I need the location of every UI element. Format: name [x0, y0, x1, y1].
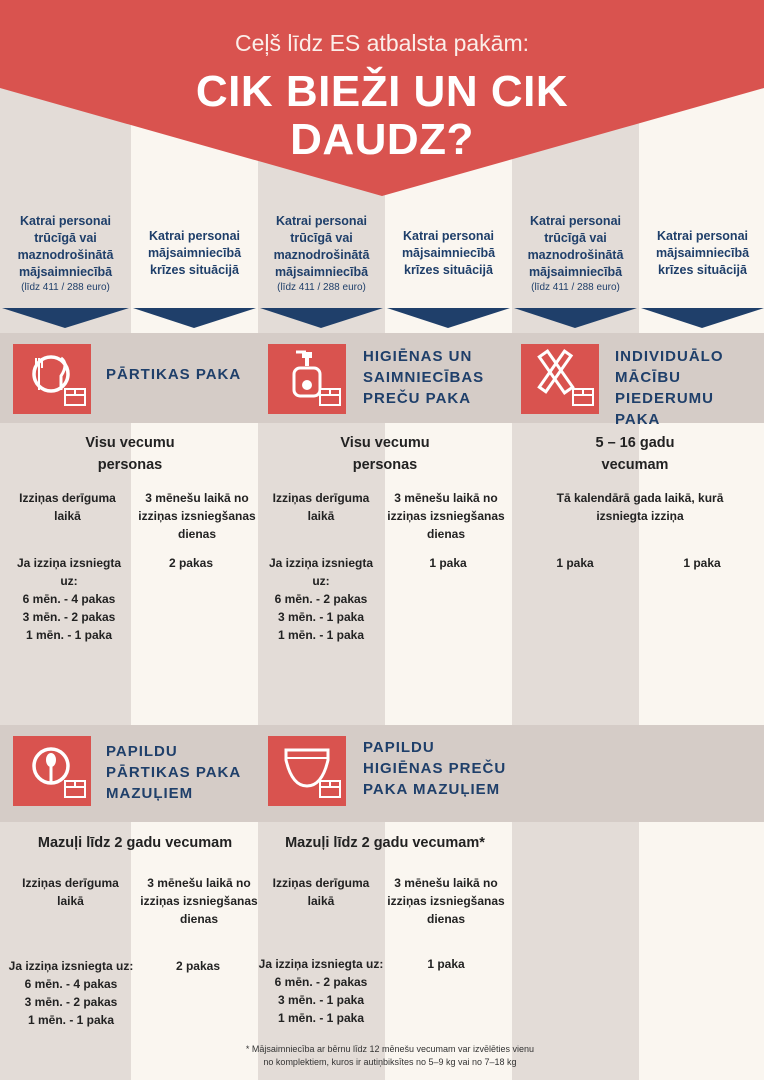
baby-food-left-period: Izziņas derīguma laikā — [22, 876, 119, 908]
header-subtitle: Ceļš līdz ES atbalsta pakām: — [234, 30, 530, 56]
column-heading-1 — [2, 200, 129, 306]
heading-line: personas — [97, 457, 163, 473]
column-heading-text: Katrai personai mājsaimniecībā krīzes situācijā — [147, 228, 242, 277]
column-heading-text: Katrai personai trūcīgā vai maznodrošinātā mājsaimniecībā — [527, 214, 624, 279]
rule-item: 1 mēn. - 1 paka — [277, 1011, 365, 1025]
rule-line: Ja izziņa izsniegta uz: — [8, 959, 134, 973]
category-label-school — [615, 346, 764, 430]
school-right-amount: 1 paka — [683, 556, 721, 570]
column-heading-text: Katrai personai trūcīgā vai maznodrošinātā mājsaimniecībā — [273, 214, 370, 279]
rule-line: uz: — [60, 574, 78, 588]
category-label-line: PĀRTIKAS PAKA — [106, 764, 242, 781]
food-right-period: 3 mēnešu laikā no izziņas izsniegšanas dienas — [138, 491, 256, 541]
baby-hygiene-right-period: 3 mēnešu laikā no izziņas izsniegšanas dienas — [387, 876, 505, 926]
footnote — [180, 1043, 600, 1069]
column-heading-2 — [131, 200, 258, 306]
category-label-line: PIEDERUMU PAKA — [615, 390, 715, 428]
rule-line: Ja izziņa izsniegta — [268, 556, 374, 570]
hygiene-package-icon — [268, 344, 346, 414]
category-label-line: HIGIĒNAS PREČU — [363, 760, 507, 777]
rule-item: 6 mēn. - 2 pakas — [274, 592, 368, 606]
column-heading-6 — [639, 200, 764, 306]
column-heading-text: Katrai personai mājsaimniecībā krīzes situācijā — [401, 228, 496, 277]
school-age-heading — [520, 432, 750, 476]
column-heading-text: Katrai personai trūcīgā vai maznodrošinātā mājsaimniecībā — [17, 214, 114, 279]
footnote-line: no komplektiem, kuros ir autiņbiksītes no 5–9 kg vai no 7–18 kg — [263, 1057, 517, 1067]
heading-line: 5 – 16 gadu — [595, 435, 675, 451]
category-label-line: PAKA MAZUĻIEM — [363, 781, 501, 798]
rule-item: 1 mēn. - 1 paka — [277, 628, 365, 642]
hygiene-left-period: Izziņas derīguma laikā — [272, 491, 370, 523]
category-label-line: HIGIĒNAS UN — [363, 348, 473, 365]
diaper-icon — [268, 736, 346, 806]
rule-item: 6 mēn. - 4 pakas — [22, 592, 116, 606]
baby-food-age-heading: Mazuļi līdz 2 gadu vecumam — [37, 835, 233, 851]
food-left-rule — [10, 554, 128, 644]
column-heading-note: (līdz 411 / 288 euro) — [277, 282, 366, 293]
hygiene-right-period: 3 mēnešu laikā no izziņas izsniegšanas dienas — [387, 491, 505, 541]
category-label-line: PAPILDU — [106, 743, 178, 760]
baby-hygiene-age-heading: Mazuļi līdz 2 gadu vecumam* — [285, 835, 485, 851]
rule-item: 1 mēn. - 1 paka — [25, 628, 113, 642]
rule-item: 3 mēn. - 2 pakas — [22, 610, 116, 624]
category-label-line: MAZUĻIEM — [106, 785, 194, 802]
category-label-line: MĀCĪBU — [615, 369, 681, 386]
category-label-line: PAPILDU — [363, 739, 435, 756]
header-title-line2: DAUDZ? — [290, 115, 474, 164]
rule-line: Ja izziņa izsniegta uz: — [258, 957, 384, 971]
baby-food-icon — [13, 736, 91, 806]
heading-line: Visu vecumu — [85, 435, 175, 451]
school-supplies-icon — [521, 344, 599, 414]
rule-line: Ja izziņa izsniegta — [16, 556, 122, 570]
category-label-food: PĀRTIKAS PAKA — [106, 366, 242, 383]
heading-line: personas — [352, 457, 418, 473]
rule-item: 3 mēn. - 1 paka — [277, 610, 365, 624]
hygiene-age-heading — [275, 432, 495, 476]
baby-hygiene-left-period: Izziņas derīguma laikā — [272, 876, 370, 908]
category-label-baby-food — [106, 741, 241, 804]
baby-hygiene-right-amount: 1 paka — [427, 957, 465, 971]
category-label-line: PREČU PAKA — [363, 390, 472, 407]
baby-food-right-amount: 2 pakas — [175, 959, 221, 973]
rule-item: 6 mēn. - 4 pakas — [24, 977, 118, 991]
rule-item: 6 mēn. - 2 pakas — [274, 975, 368, 989]
column-heading-note: (līdz 411 / 288 euro) — [21, 282, 110, 293]
baby-hygiene-left-rule — [256, 955, 386, 1027]
category-label-hygiene — [363, 346, 484, 409]
column-chevrons — [0, 306, 764, 330]
food-left-period: Izziņas derīguma laikā — [19, 491, 116, 523]
school-left-amount: 1 paka — [556, 556, 594, 570]
category-label-line: SAIMNIECĪBAS — [363, 369, 485, 386]
category-label-line: INDIVIDUĀLO — [615, 348, 724, 365]
column-heading-text: Katrai personai mājsaimniecībā krīzes situācijā — [655, 228, 750, 277]
rule-line: uz: — [312, 574, 330, 588]
heading-line: Visu vecumu — [340, 435, 430, 451]
header-title-line1: CIK BIEŽI UN CIK — [195, 67, 569, 116]
heading-line: vecumam — [601, 457, 669, 473]
column-heading-note: (līdz 411 / 288 euro) — [531, 282, 620, 293]
food-right-amount: 2 pakas — [168, 556, 214, 570]
rule-item: 1 mēn. - 1 paka — [27, 1013, 115, 1027]
school-period: Tā kalendārā gada laikā, kurā izsniegta izziņa — [556, 491, 724, 523]
header-title — [0, 68, 764, 164]
food-package-icon — [13, 344, 91, 414]
rule-item: 3 mēn. - 2 pakas — [24, 995, 118, 1009]
baby-food-right-period: 3 mēnešu laikā no izziņas izsniegšanas dienas — [140, 876, 258, 926]
baby-food-left-rule — [6, 957, 136, 1029]
footnote-line: * Mājsaimniecība ar bērnu līdz 12 mēnešu vecumam var izvēlēties vienu — [245, 1044, 535, 1054]
rule-item: 3 mēn. - 1 paka — [277, 993, 365, 1007]
category-label-baby-hygiene — [363, 737, 506, 800]
food-age-heading — [20, 432, 240, 476]
hygiene-right-amount: 1 paka — [429, 556, 467, 570]
column-heading-4 — [385, 200, 512, 306]
column-heading-3 — [258, 200, 385, 306]
hygiene-left-rule — [262, 554, 380, 644]
column-heading-5 — [512, 200, 639, 306]
